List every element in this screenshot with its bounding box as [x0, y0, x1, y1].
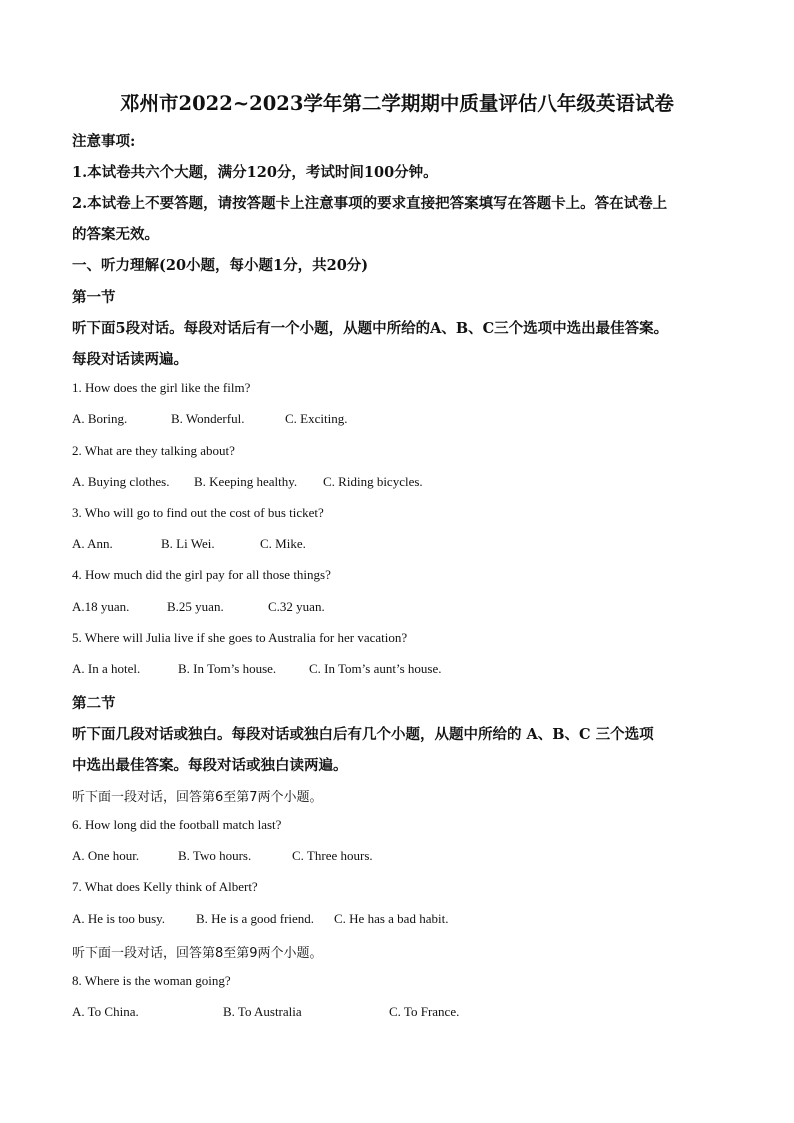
question-stem-5: 5. Where will Julia live if she goes to Australia for her vacation?	[72, 630, 408, 645]
option-a: A. In a hotel.	[72, 661, 141, 676]
question-options-3	[72, 536, 306, 552]
question-options-1	[72, 411, 347, 427]
option-a: A. Ann.	[72, 536, 113, 551]
question-options-5	[72, 661, 441, 677]
notice-heading: 注意事项:	[72, 133, 136, 150]
option-a: A.18 yuan.	[72, 599, 130, 614]
option-b: B. Keeping healthy.	[194, 474, 298, 489]
option-b: B. Wonderful.	[171, 411, 245, 426]
prompt-questions-8-9: 听下面一段对话，回答第8至第9两个小题。	[72, 946, 323, 961]
option-c: C. Mike.	[260, 536, 306, 551]
notice-item-1: 1.本试卷共六个大题，满分120分，考试时间100分钟。	[72, 164, 438, 181]
option-b: B. Two hours.	[178, 848, 252, 863]
prompt-questions-6-7: 听下面一段对话，回答第6至第7两个小题。	[72, 790, 323, 805]
part-2-instruction-line-2: 中选出最佳答案。每段对话或独白读两遍。	[72, 757, 348, 774]
part-1-label: 第一节	[72, 289, 116, 306]
question-stem-6: 6. How long did the football match last?	[72, 817, 282, 832]
part-2-label: 第二节	[72, 695, 116, 712]
option-c: C.32 yuan.	[268, 599, 325, 614]
option-c: C. Exciting.	[285, 411, 348, 426]
part-1-instruction-line-2: 每段对话读两遍。	[72, 351, 188, 368]
option-c: C. He has a bad habit.	[334, 911, 449, 926]
option-c: C. Riding bicycles.	[323, 474, 423, 489]
option-a: A. Boring.	[72, 411, 128, 426]
question-stem-1: 1. How does the girl like the film?	[72, 380, 251, 395]
option-b: B. In Tom’s house.	[178, 661, 277, 676]
option-a: A. One hour.	[72, 848, 140, 863]
option-a: A. To China.	[72, 1004, 139, 1019]
option-c: C. Three hours.	[292, 848, 373, 863]
notice-item-2-line-1: 2.本试卷上不要答题，请按答题卡上注意事项的要求直接把答案填写在答题卡上。答在试卷上	[72, 195, 668, 212]
option-c: C. To France.	[389, 1004, 460, 1019]
option-a: A. Buying clothes.	[72, 474, 170, 489]
part-2-instruction-line-1: 听下面几段对话或独白。每段对话或独白后有几个小题，从题中所给的 A、B、C 三个选项	[72, 726, 654, 743]
question-options-2	[72, 474, 423, 490]
question-stem-7: 7. What does Kelly think of Albert?	[72, 879, 258, 894]
question-options-6	[72, 848, 373, 864]
exam-title: 邓州市2022~2023学年第二学期期中质量评估八年级英语试卷	[120, 92, 674, 115]
notice-item-2-line-2: 的答案无效。	[72, 226, 159, 243]
option-a: A. He is too busy.	[72, 911, 166, 926]
question-stem-3: 3. Who will go to find out the cost of bus ticket?	[72, 505, 324, 520]
section-1-heading: 一、听力理解(20小题，每小题1分，共20分)	[72, 257, 369, 274]
question-options-8	[72, 1004, 459, 1020]
question-stem-8: 8. Where is the woman going?	[72, 973, 231, 988]
option-b: B. He is a good friend.	[196, 911, 315, 926]
option-b: B. To Australia	[223, 1004, 302, 1019]
question-options-4	[72, 599, 325, 615]
option-b: B. Li Wei.	[161, 536, 215, 551]
question-stem-4: 4. How much did the girl pay for all those things?	[72, 567, 331, 582]
option-b: B.25 yuan.	[167, 599, 224, 614]
part-1-instruction-line-1: 听下面5段对话。每段对话后有一个小题，从题中所给的A、B、C三个选项中选出最佳答案。	[72, 320, 669, 337]
question-options-7	[72, 911, 448, 927]
question-stem-2: 2. What are they talking about?	[72, 443, 235, 458]
option-c: C. In Tom’s aunt’s house.	[309, 661, 442, 676]
